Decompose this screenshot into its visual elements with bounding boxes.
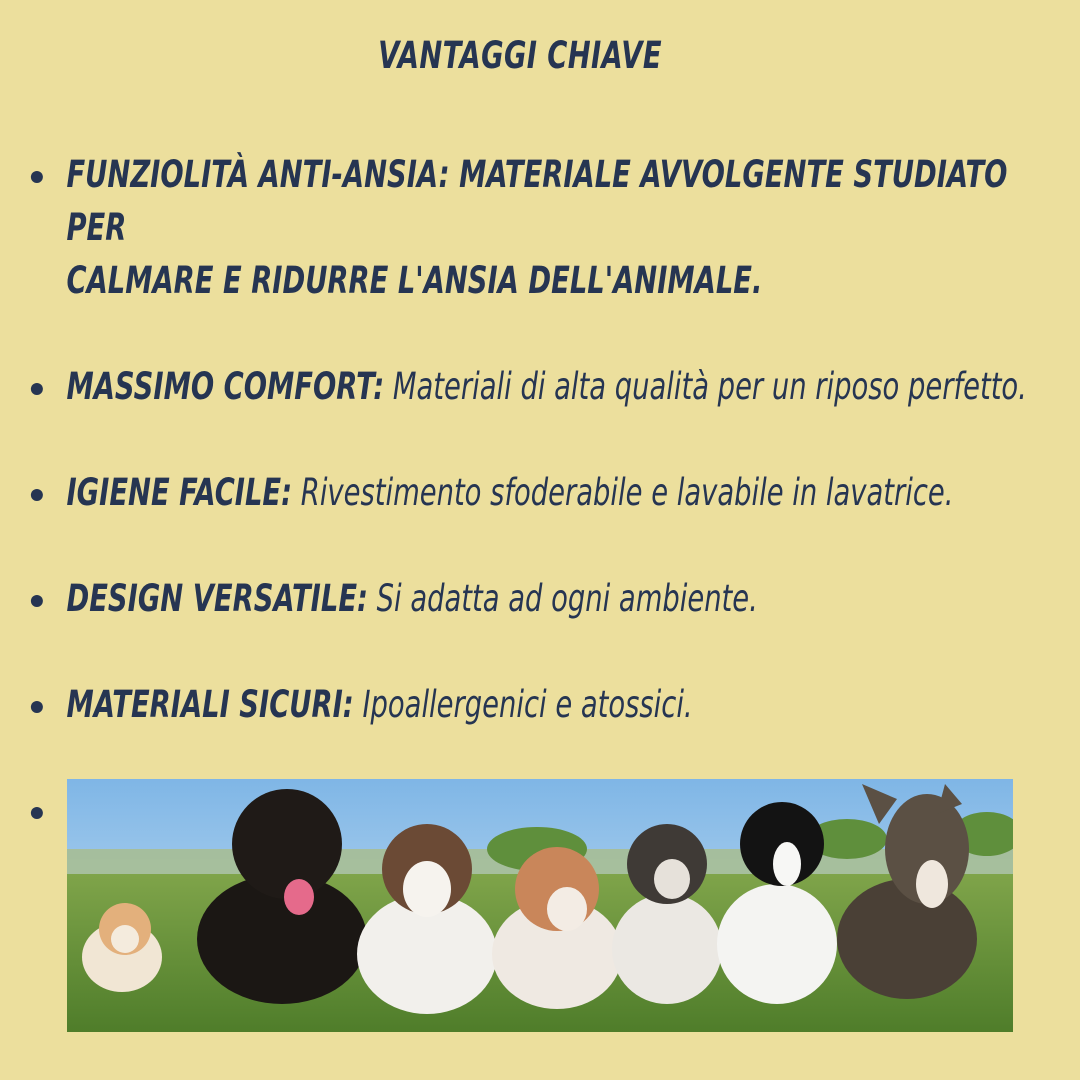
list-item-hygiene <box>28 466 1064 519</box>
bullet-icon <box>31 171 43 183</box>
list-item-anti-anxiety <box>28 148 1064 307</box>
list-item-design <box>28 572 1064 625</box>
benefits-list <box>28 148 1064 837</box>
page-title: VANTAGGI CHIAVE <box>378 34 662 77</box>
item-desc: Rivestimento sfoderabile e lavabile in lavatrice. <box>292 471 954 514</box>
bullet-icon <box>31 807 43 819</box>
item-lead: MASSIMO COMFORT: <box>66 365 385 408</box>
item-desc: Materiali di alta qualità per un riposo perfetto. <box>384 365 1027 408</box>
bullet-icon <box>31 383 43 395</box>
list-item-comfort <box>28 360 1064 413</box>
item-lead: IGIENE FACILE: <box>66 471 293 514</box>
dogs-photo <box>67 779 1013 1032</box>
item-lead: MATERIALI SICURI: <box>66 683 354 726</box>
bullet-icon <box>31 595 43 607</box>
item-lead-line-2: CALMARE E RIDURRE L'ANSIA DELL'ANIMALE. <box>66 259 763 302</box>
bullet-icon <box>31 489 43 501</box>
item-desc: Si adatta ad ogni ambiente. <box>367 577 758 620</box>
item-lead: FUNZIOLITÀ ANTI-ANSIA: MATERIALE AVVOLGENTE STUDIATO PER <box>66 153 1008 249</box>
item-desc: Ipoallergenici e atossici. <box>353 683 693 726</box>
item-lead: DESIGN VERSATILE: <box>66 577 368 620</box>
list-item-materials <box>28 678 1064 731</box>
bullet-icon <box>31 701 43 713</box>
